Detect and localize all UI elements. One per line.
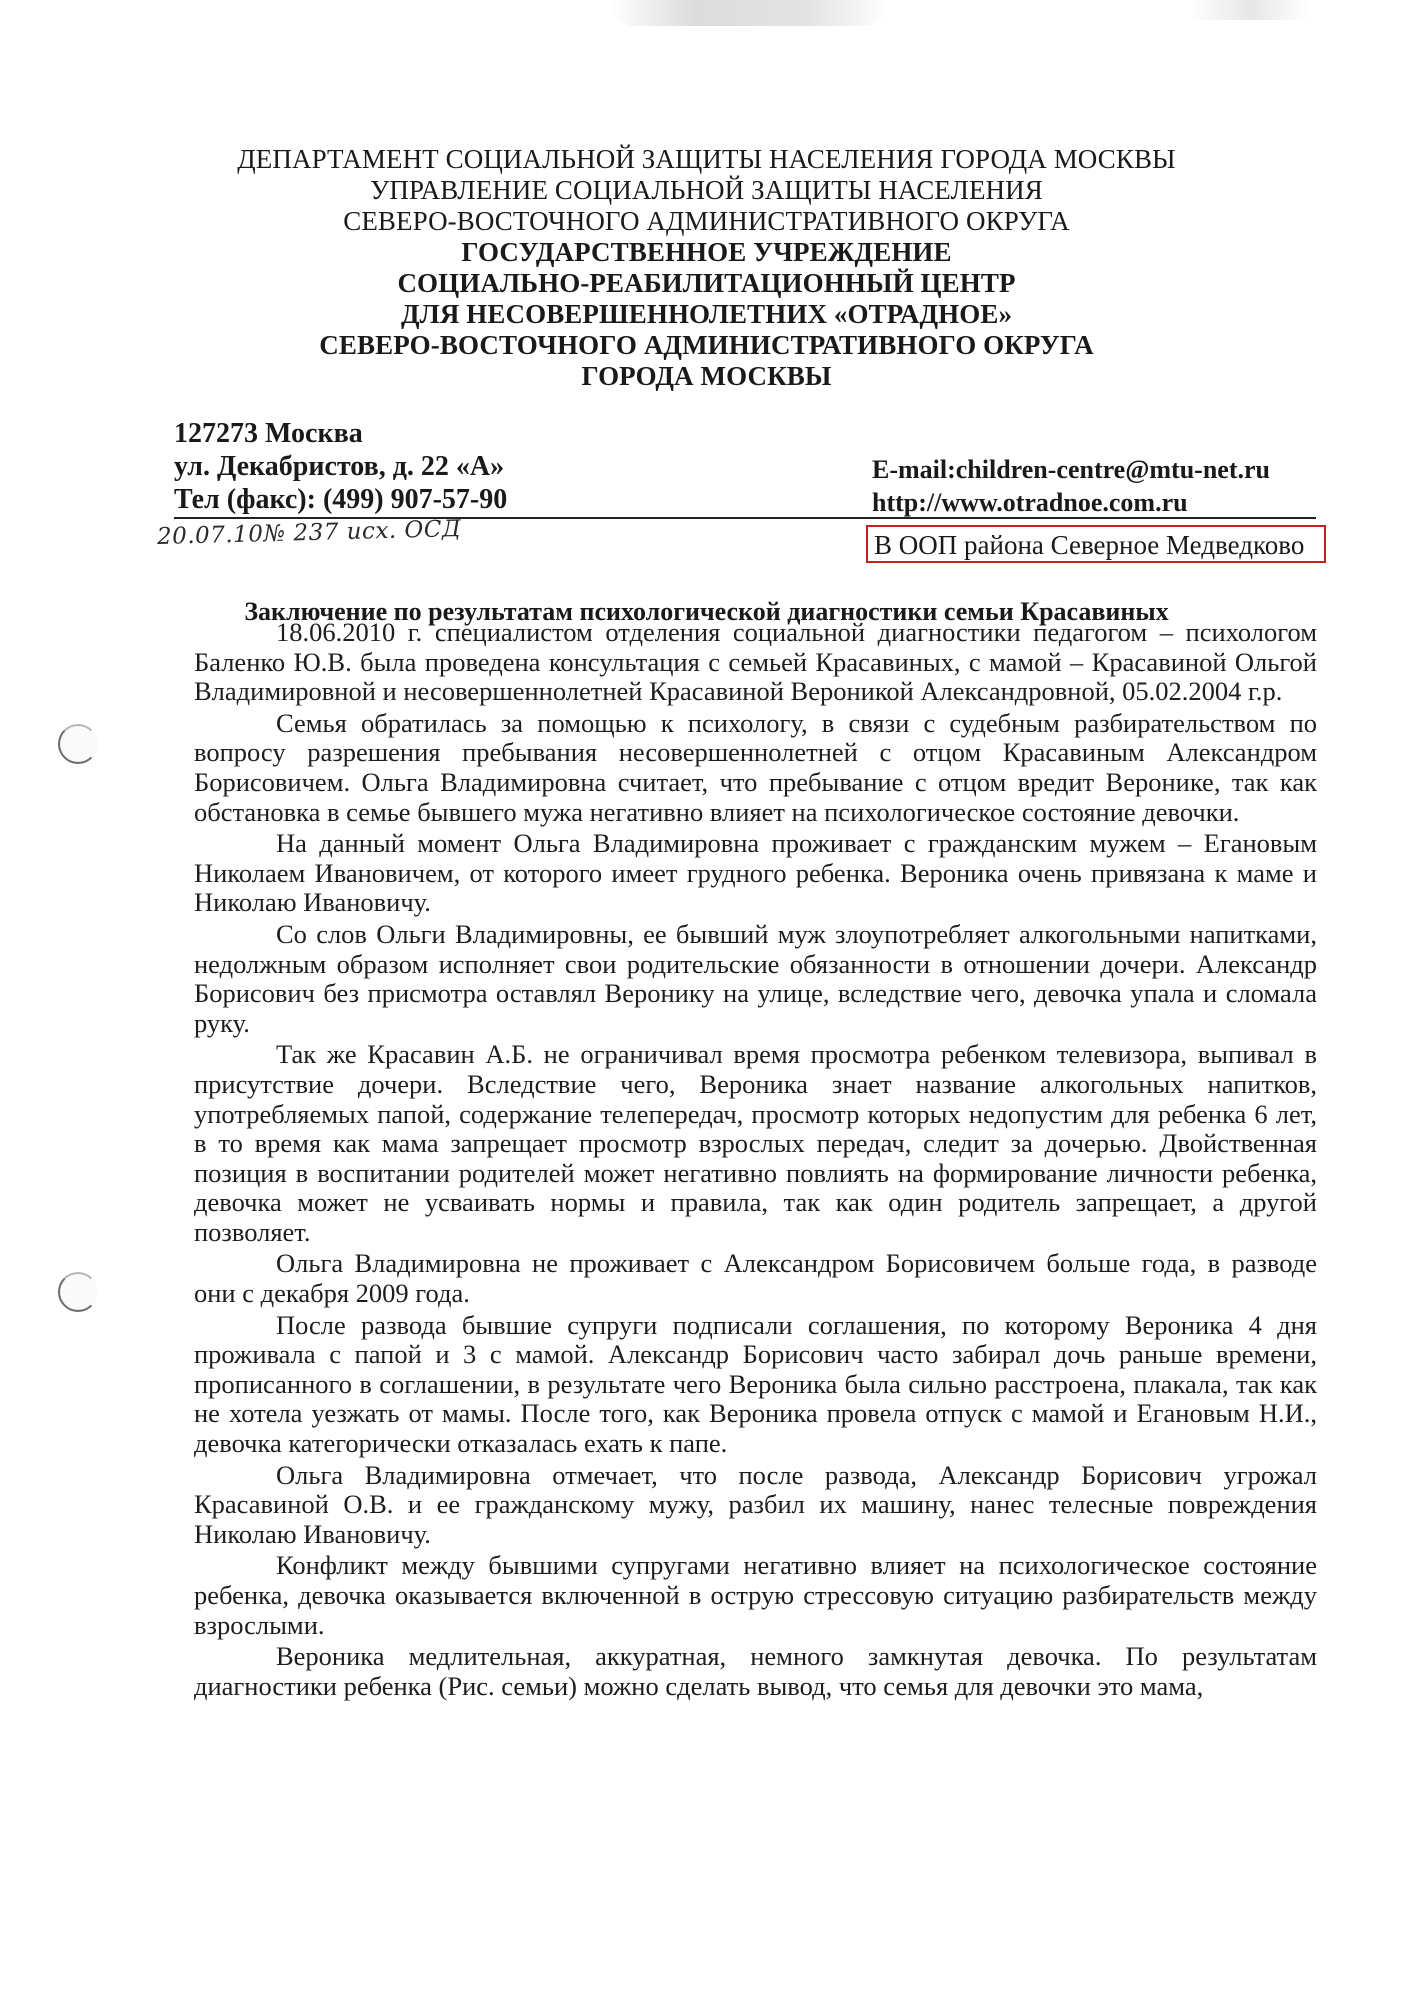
letterhead-line: ГОРОДА МОСКВЫ: [581, 361, 832, 391]
paragraph: Конфликт между бывшими супругами негативно влияет на психологическое состояние ребенка, девочка оказывается включенной в острую стрессовую ситуацию разбирательств между взрослыми.: [194, 1550, 1317, 1640]
postal-address: [174, 417, 507, 516]
paragraph: Со слов Ольги Владимировны, ее бывший муж злоупотребляет алкогольными напитками, недолжным образом исполняет свои родительские обязанности в отношении дочери. Александр Борисович без присмотра оставлял Веронику на улице, вследствие чего, девочка упала и сломала руку.: [194, 918, 1317, 1038]
phone-fax: Тел (факс): (499) 907-57-90: [174, 484, 508, 515]
letterhead-line: УПРАВЛЕНИЕ СОЦИАЛЬНОЙ ЗАЩИТЫ НАСЕЛЕНИЯ: [370, 175, 1043, 205]
paragraph: Так же Красавин А.Б. не ограничивал время просмотра ребенком телевизора, выпивал в присутствие дочери. Вследствие чего, Вероника знает название алкогольных напитков, употребляемых папой, содержание телепередач, просмотр которых недопустим для ребенка 6 лет, в то время как мама запрещает просмотр взрослых передач, следит за дочерью. Двойственная позиция в воспитании родителей может негативно повлиять на формирование личности ребенка, девочка может не усваивать нормы и правила, так как один родитель запрещает, а другой позволяет.: [194, 1039, 1317, 1247]
addressee-box: В ООП района Северное Медведково: [866, 525, 1326, 563]
paragraph: Ольга Владимировна отмечает, что после развода, Александр Борисович угрожал Красавиной О.В. и ее гражданскому мужу, разбил их машину, нанес телесные повреждения Николаю Ивановичу.: [194, 1459, 1317, 1549]
email-address[interactable]: E-mail:children-centre@mtu-net.ru: [872, 455, 1270, 484]
website-link[interactable]: http://www.otradnoe.com.ru: [872, 488, 1188, 517]
postal-code-city: 127273 Москва: [174, 418, 363, 449]
street-address: ул. Декабристов, д. 22 «А»: [174, 451, 505, 482]
letterhead-line: СЕВЕРО-ВОСТОЧНОГО АДМИНИСТРАТИВНОГО ОКРУГА: [343, 206, 1070, 236]
paragraph: 18.06.2010 г. специалистом отделения социальной диагностики педагогом – психологом Баленко Ю.В. была проведена консультация с семьей Красавиных, с мамой – Красавиной Ольгой Владимировной и несовершеннолетней Красавиной Вероникой Александровной, 05.02.2004 г.р.: [194, 617, 1317, 707]
letterhead-line: СЕВЕРО-ВОСТОЧНОГО АДМИНИСТРАТИВНОГО ОКРУГА: [319, 330, 1094, 360]
paragraph: Ольга Владимировна не проживает с Александром Борисовичем больше года, в разводе они с декабря 2009 года.: [194, 1248, 1317, 1309]
punch-hole: [58, 1272, 98, 1312]
punch-hole: [58, 724, 98, 764]
paragraph: Вероника медлительная, аккуратная, немного замкнутая девочка. По результатам диагностики ребенка (Рис. семьи) можно сделать вывод, что семья для девочки это мама,: [194, 1641, 1317, 1701]
scan-artifact: [610, 0, 890, 26]
paragraph: На данный момент Ольга Владимировна проживает с гражданским мужем – Егановым Николаем Ивановичем, от которого имеет грудного ребенка. Вероника очень привязана к маме и Николаю Ивановичу.: [194, 828, 1317, 918]
letterhead-line: ДЕПАРТАМЕНТ СОЦИАЛЬНОЙ ЗАЩИТЫ НАСЕЛЕНИЯ ГОРОДА МОСКВЫ: [237, 144, 1176, 174]
document-body: [194, 618, 1317, 1703]
outgoing-registration-number: 20.07.10№ 237 исх. ОСД: [156, 516, 462, 550]
document-title: Заключение по результатам психологической диагностики семьи Красавиных: [244, 597, 1169, 626]
letterhead-line: СОЦИАЛЬНО-РЕАБИЛИТАЦИОННЫЙ ЦЕНТР: [397, 268, 1016, 298]
paragraph: После развода бывшие супруги подписали соглашения, по которому Вероника 4 дня проживала с папой и 3 с мамой. Александр Борисович часто забирал дочь раньше времени, прописанного в соглашении, в результате чего Вероника была сильно расстроена, плакала, так как не хотела уезжать от мамы. После того, как Вероника провела отпуск с мамой и Егановым Н.И., девочка категорически отказалась ехать к папе.: [194, 1309, 1317, 1459]
online-contacts: [872, 453, 1270, 519]
paragraph: Семья обратилась за помощью к психологу, в связи с судебным разбирательством по вопросу разрешения пребывания несовершеннолетней с отцом Красавиным Александром Борисовичем. Ольга Владимировна считает, что пребывание с отцом вредит Веронике, так как обстановка в семье бывшего мужа негативно влияет на психологическое состояние девочки.: [194, 707, 1317, 827]
letterhead-line: ГОСУДАРСТВЕННОЕ УЧРЕЖДЕНИЕ: [461, 237, 952, 267]
letterhead: [0, 144, 1413, 392]
scan-artifact: [1190, 0, 1310, 20]
letterhead-line: ДЛЯ НЕСОВЕРШЕННОЛЕТНИХ «ОТРАДНОЕ»: [400, 299, 1013, 329]
